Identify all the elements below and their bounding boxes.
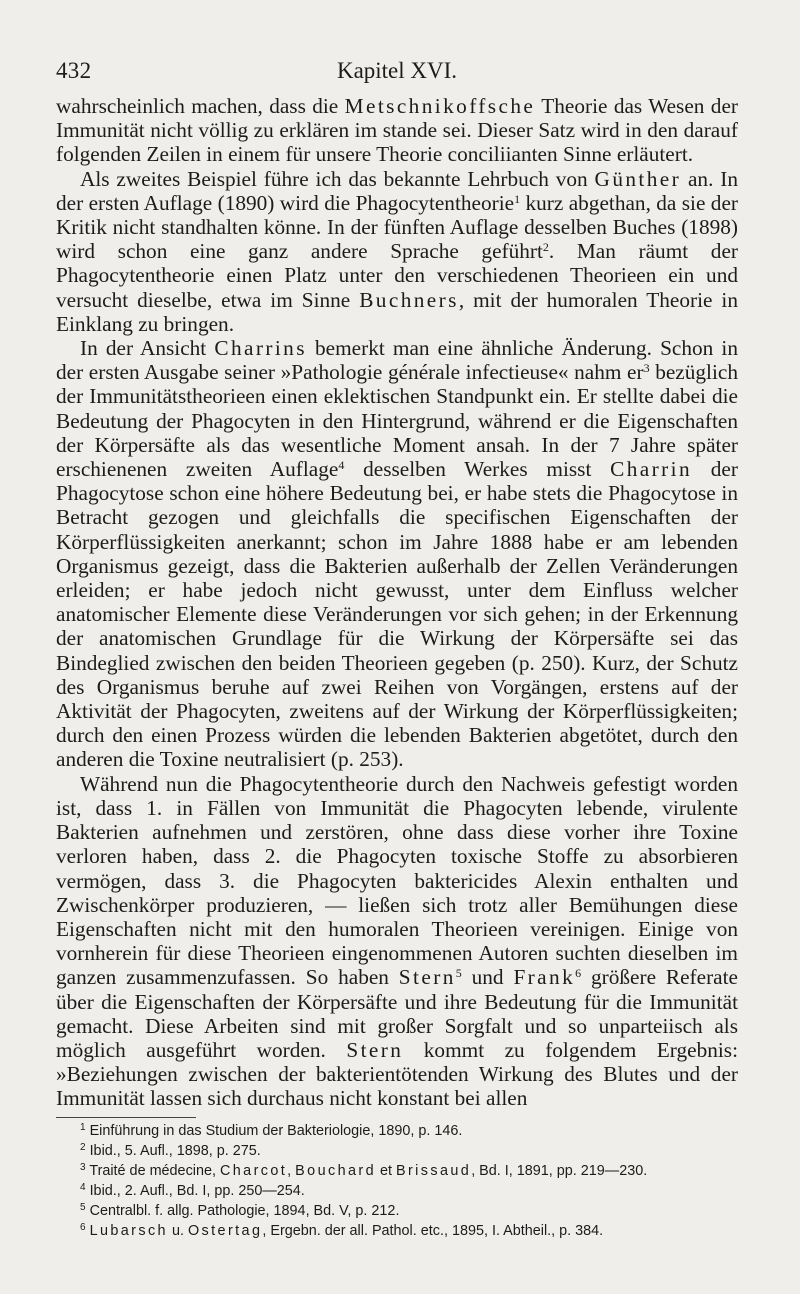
footnote (56, 1161, 738, 1181)
author-name: Ostertag (187, 1223, 263, 1239)
text-run: bemerkt man eine ähnliche Änderung. Schon in der ersten Ausgabe seiner »Pathologie générale infectieuse« nahm er (56, 336, 738, 385)
footnote-ref: 1 (514, 191, 521, 206)
footnote-text: u. (167, 1223, 188, 1239)
footnote-text: Ibid., 5. Aufl., 1898, p. 275. (89, 1143, 261, 1159)
footnotes (56, 1121, 738, 1241)
author-name: Stern (398, 965, 456, 990)
paragraph (56, 167, 738, 336)
author-name: Brissaud (395, 1163, 472, 1179)
footnote-number: 4 (80, 1182, 86, 1193)
paragraph (56, 772, 738, 1111)
paragraph (56, 336, 738, 772)
author-name: Charrin (610, 457, 693, 482)
text-run: , mit der humoralen Theorie in Einklang zu bringen. (56, 287, 738, 336)
footnote-number: 1 (80, 1122, 86, 1133)
footnote-text: Ibid., 2. Aufl., Bd. I, pp. 250—254. (89, 1183, 305, 1199)
footnote-text: et (375, 1163, 396, 1179)
footnote-text: Traité de médecine, (89, 1163, 220, 1179)
text-run: wahrscheinlich machen, dass die (56, 94, 345, 118)
footnote-text: , Bd. I, 1891, pp. 219—230. (471, 1163, 648, 1179)
footnote-text: Centralbl. f. allg. Pathologie, 1894, Bd. V, p. 212. (89, 1203, 400, 1219)
text-run: In der Ansicht (80, 336, 215, 361)
footnote (56, 1201, 738, 1221)
author-name: Günther (594, 166, 682, 191)
text-run: Theorie das Wesen der Immunität nicht völlig zu erklären im stande sei. Dieser Satz wird in den darauf folgenden Zeilen in einem für unsere Theorie conciliianten Sinne erläutert. (56, 94, 738, 167)
footnote (56, 1121, 738, 1141)
text-run: an. In der ersten Auflage (1890) wird die Phagocytentheorie (56, 166, 738, 215)
paragraph (56, 94, 738, 167)
footnote-ref: 6 (575, 966, 582, 981)
footnote (56, 1141, 738, 1161)
author-name: Lubarsch (89, 1223, 168, 1239)
footnote-text: , (287, 1163, 296, 1179)
author-name: Buchners (359, 287, 459, 312)
text-run: kurz abgethan, da sie der Kritik nicht standhalten könne. In der fünften Auflage desselben Buches (1898) wird schon eine ganz andere Sprache geführt (56, 190, 738, 264)
author-name: Bouchard (295, 1163, 376, 1179)
footnote-number: 5 (80, 1202, 86, 1213)
text-run: Als zweites Beispiel führe ich das bekannte Lehrbuch von (80, 166, 595, 191)
footnote-text: , Ergebn. der all. Pathol. etc., 1895, I. Abtheil., p. 384. (262, 1223, 604, 1239)
footnote-number: 6 (80, 1222, 86, 1233)
footnote-separator (56, 1117, 196, 1118)
footnote (56, 1181, 738, 1201)
footnote-ref: 3 (643, 361, 650, 376)
text-run: der Phagocytose schon eine höhere Bedeutung bei, er habe stets die Phagocytose in Betracht gezogen und gleichfalls die specifischen Eigenschaften der Körperflüssigkeiten anerkannt; schon im Jahre 1888 habe er am lebenden Organismus gezeigt, dass die Bakterien außerhalb der Zellen Veränderungen erleiden; er habe jedoch nicht gewusst, unter dem Einfluss welcher anatomischer Elemente diese Veränderungen vor sich gehen; in der Erkennung der anatomischen Grundlage für die Wirkung der Körpersäfte sei das Bindeglied zwischen den beiden Theorieen gegeben (p. 250). Kurz, der Schutz des Organismus beruhe auf zwei Reihen von Vorgängen, erstens auf der Aktivität der Phagocyten, zweitens auf der Wirkung der Körperflüssigkeiten; durch den einen Prozess würden die lebenden Bakterien abgetötet, durch den anderen die Toxine neutralisiert (p. 253). (56, 457, 738, 772)
text-run: bezüglich der Immunitätstheorieen einen eklektischen Standpunkt ein. Er stellte dabei die Bedeutung der Phagocyten in den Hintergrund, während er die Eigenschaften der Körpersäfte als das wesentliche Moment ansah. In der 7 Jahre später erschienenen zweiten Auflage (56, 360, 738, 482)
author-name: Metschnikoffsche (344, 94, 536, 118)
body-text (56, 94, 738, 1111)
text-run: größere Referate über die Eigenschaften der Körpersäfte und ihre Bedeutung für die Immunität gemacht. Diese Arbeiten sind mit großer Sorgfalt und so unparteiisch als möglich ausgeführt worden. (56, 965, 738, 1062)
author-name: Charrins (214, 336, 307, 361)
text-run: und (461, 965, 514, 990)
author-name: Frank (513, 965, 576, 990)
footnote-number: 2 (80, 1142, 86, 1153)
running-title: Kapitel XVI. (336, 58, 458, 83)
footnote-number: 3 (80, 1162, 86, 1173)
footnote (56, 1221, 738, 1241)
footnote-ref: 4 (338, 458, 345, 473)
footnote-ref: 2 (542, 240, 549, 255)
text-run: Während nun die Phagocytentheorie durch den Nachweis gefestigt worden ist, dass 1. in Fällen von Immunität die Phagocyten lebende, virulente Bakterien aufnehmen und zerstören, ohne dass diese vorher ihre Toxine verloren haben, dass 2. die Phagocyten toxische Stoffe zu absorbieren vermögen, dass 3. die Phagocyten baktericides Alexin enthalten und Zwischenkörper produzieren, — ließen sich trotz aller Bemühungen diese Eigenschaften nicht mit den humoralen Theorieen vereinigen. Einige von vornherein für diese Theorieen eingenommenen Autoren suchten dieselben im ganzen zusammenzufassen. So haben (56, 771, 738, 990)
author-name: Stern (346, 1037, 404, 1062)
text-run: desselben Werkes misst (344, 457, 611, 482)
author-name: Charcot (219, 1163, 288, 1179)
page-number: 432 (56, 58, 92, 83)
text-run: kommt zu folgendem Ergebnis: »Beziehungen zwischen der bakterientötenden Wirkung des Blutes und der Immunität lassen sich durchaus nicht konstant bei allen (56, 1037, 738, 1111)
footnote-text: Einführung in das Studium der Bakteriologie, 1890, p. 146. (89, 1123, 463, 1139)
page-header (56, 58, 738, 90)
footnote-ref: 5 (455, 966, 462, 981)
text-run: . Man räumt der Phagocytentheorie einen Platz unter den verschiedenen Theorieen ein und versucht dieselbe, etwa im Sinne (56, 239, 738, 312)
